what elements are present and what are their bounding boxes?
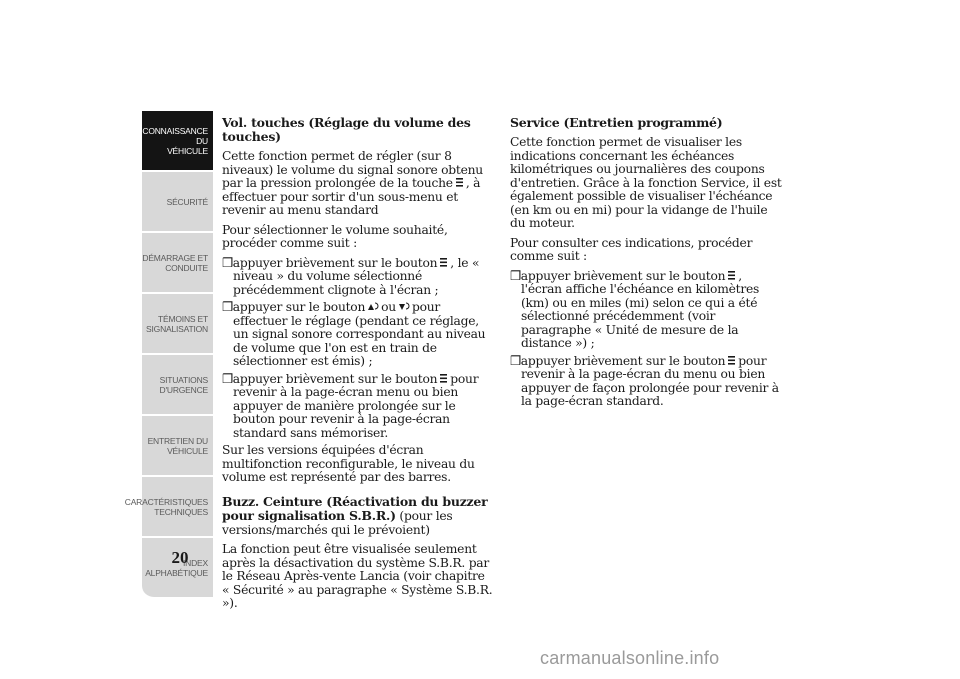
tab-label: TÉMOINS ET SIGNALISATION <box>146 313 208 334</box>
text: pour revenir à la page-écran du menu ou bien appuyer de façon prolongée pour revenir à la page-écran standard. <box>521 353 779 408</box>
text: ❒appuyer brièvement sur le bouton <box>222 371 438 386</box>
text: , l'écran affiche l'échéance en kilomètres (km) ou en miles (mi) selon ce qui a été sélectionné précédemment (voir paragraphe « Unité de mesure de la distance ») ; <box>521 268 760 350</box>
tab-label: DÉMARRAGE ET CONDUITE <box>142 252 208 273</box>
menu-button-icon <box>727 355 736 366</box>
tab-demarrage-et-conduite[interactable] <box>142 233 213 293</box>
text: , le « niveau » du volume sélectionné précédemment clignote à l'écran ; <box>233 255 480 297</box>
text: ❒appuyer brièvement sur le bouton <box>510 268 726 283</box>
menu-button-icon <box>727 270 736 281</box>
tab-label: SITUATIONS D'URGENCE <box>159 374 208 395</box>
list-item <box>222 257 494 298</box>
text: ❒appuyer brièvement sur le bouton <box>222 255 438 270</box>
paragraph: La fonction peut être visualisée seulement après la désactivation du système S.B.R. par le Réseau Après-vente Lancia (voir chapitre « Sécurité » au paragraphe « Système S.B.R. »). <box>222 542 493 610</box>
section-title-service: Service (Entretien programmé) <box>510 115 723 130</box>
watermark-text: carmanualsonline.info <box>540 648 720 668</box>
tab-securite[interactable] <box>142 172 213 232</box>
menu-button-icon <box>455 177 464 188</box>
paragraph: Cette fonction permet de visualiser les indications concernant les échéances kilométriques ou journalières des coupons d'entretien. Grâce à la fonction Service, il est également possible de visualiser l'échéance (en km ou en mi) pour la vidange de l'huile du moteur. <box>510 135 782 230</box>
tab-label: CONNAISSANCE DU VÉHICULE <box>142 125 208 156</box>
tab-label: CARACTÉRISTIQUES TECHNIQUES <box>124 496 208 517</box>
tab-connaissance-du-vehicule[interactable] <box>142 111 213 171</box>
tab-label: INDEX ALPHABÉTIQUE <box>145 557 208 578</box>
tab-temoins-et-signalisation[interactable] <box>142 294 213 354</box>
text: , à effectuer pour sortir d'un sous-menu et revenir au menu standard <box>222 176 481 217</box>
list-item <box>510 270 782 351</box>
tab-situations-d-urgence[interactable] <box>142 355 213 415</box>
text: pour effectuer le réglage (pendant ce réglage, un signal sonore correspondant au niveau de volume que l'on est en train de sélectionner est émis) ; <box>233 300 486 368</box>
paragraph <box>222 495 494 538</box>
left-column <box>222 116 494 617</box>
text: (pour les versions/marchés qui le prévoient) <box>222 509 453 537</box>
paragraph: Sur les versions équipées d'écran multifonction reconfigurable, le niveau du volume est représenté par des barres. <box>222 443 475 484</box>
text: ou <box>381 300 396 314</box>
list-item <box>510 355 782 409</box>
text: pour revenir à la page-écran menu ou bien appuyer de manière prolongée sur le bouton pour revenir à la page-écran standard sans mémoriser. <box>233 371 479 440</box>
tab-index-alphabetique[interactable] <box>142 538 213 598</box>
list-item <box>222 373 494 441</box>
text: ❒appuyer sur le bouton <box>222 300 366 314</box>
menu-button-icon <box>439 257 448 268</box>
tab-label: SÉCURITÉ <box>166 196 208 207</box>
tab-entretien-du-vehicule[interactable] <box>142 416 213 476</box>
text: ❒appuyer brièvement sur le bouton <box>510 353 726 368</box>
page-number: 20 <box>171 548 189 567</box>
right-column <box>510 116 782 411</box>
paragraph: Pour consulter ces indications, procéder comme suit : <box>510 235 753 263</box>
tab-label: ENTRETIEN DU VÉHICULE <box>147 435 208 456</box>
text: Cette fonction permet de régler (sur 8 niveaux) le volume du signal sonore obtenu par la pression prolongée de la touche <box>222 149 483 190</box>
section-title-buzz-ceinture: Buzz. Ceinture (Réactivation du buzzer pour signalisation S.B.R.) <box>222 493 488 523</box>
menu-button-icon <box>439 373 448 384</box>
down-arrow-button-icon <box>398 301 410 312</box>
list-item <box>222 301 494 369</box>
paragraph <box>222 150 494 218</box>
section-title-vol-touches: Vol. touches (Réglage du volume des touches) <box>222 115 471 144</box>
up-arrow-button-icon <box>367 301 379 312</box>
tab-caracteristiques-techniques[interactable] <box>124 477 213 537</box>
paragraph: Pour sélectionner le volume souhaité, procéder comme suit : <box>222 222 448 250</box>
